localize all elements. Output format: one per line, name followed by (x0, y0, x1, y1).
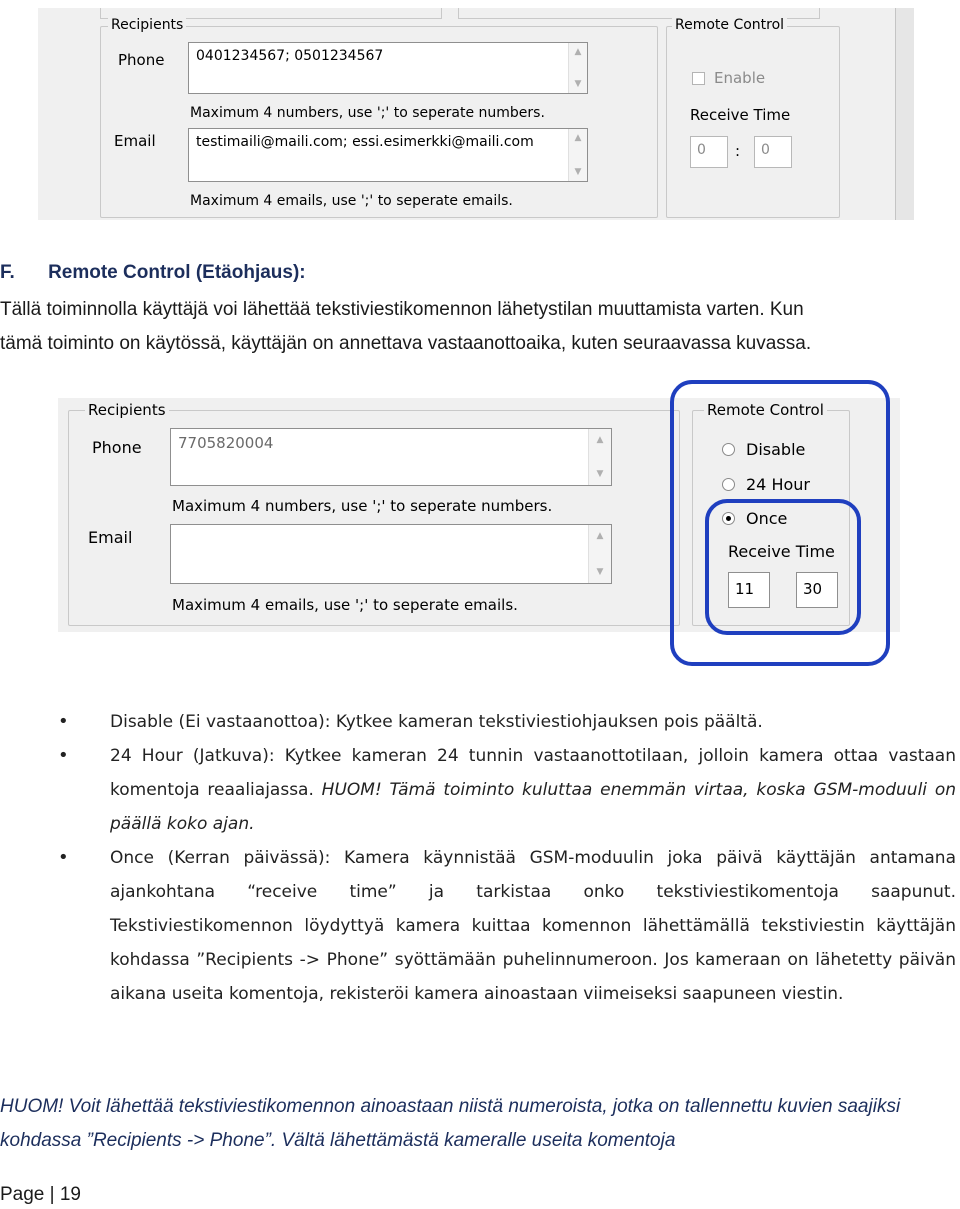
phone-label: Phone (118, 51, 165, 69)
phone-input[interactable] (170, 428, 612, 486)
email-scrollbar[interactable] (568, 129, 587, 181)
phone-label: Phone (92, 438, 142, 457)
enable-label: Enable (714, 69, 766, 87)
list-item (58, 841, 956, 1011)
minute-input[interactable]: 0 (754, 136, 792, 168)
screenshot-top (38, 8, 914, 220)
email-scrollbar[interactable] (588, 525, 611, 583)
phone-scrollbar[interactable] (588, 429, 611, 485)
email-label: Email (114, 132, 156, 150)
minute-input[interactable]: 30 (796, 572, 838, 608)
bullet-disable-text: Disable (Ei vastaanottoa): Kytkee kameran tekstiviestiohjauksen pois päältä. (110, 712, 763, 732)
phone-input[interactable] (188, 42, 588, 94)
receive-time-label: Receive Time (728, 542, 835, 561)
option-descriptions (58, 705, 956, 1011)
phone-value: 7705820004 (178, 434, 274, 452)
email-hint: Maximum 4 emails, use ';' to seperate emails. (190, 193, 513, 209)
radio-disable-label: Disable (746, 440, 806, 459)
hour-input[interactable]: 11 (728, 572, 770, 608)
time-separator: : (735, 142, 741, 160)
radio-once-label: Once (746, 509, 788, 528)
section-letter: F. (0, 262, 15, 283)
email-hint: Maximum 4 emails, use ';' to seperate emails. (172, 596, 518, 614)
remote-control-label: Remote Control (672, 17, 787, 33)
email-label: Email (88, 528, 133, 547)
scroll-down-icon[interactable]: ▼ (574, 167, 582, 177)
bullet-24hour-text: 24 Hour (Jatkuva): Kytkee kameran 24 tunnin vastaanottotilaan, jolloin kamera ottaa vastaan komentoja reaaliajassa. (110, 746, 956, 800)
recipients-label: Recipients (108, 17, 186, 33)
list-item (58, 705, 956, 739)
hour-input[interactable]: 0 (690, 136, 728, 168)
remote-control-label: Remote Control (704, 402, 827, 418)
section-heading (0, 262, 306, 284)
phone-hint: Maximum 4 numbers, use ';' to seperate numbers. (172, 497, 553, 515)
phone-scrollbar[interactable] (568, 43, 587, 93)
radio-24-hour-label: 24 Hour (746, 475, 810, 494)
email-input[interactable] (170, 524, 612, 584)
enable-checkbox[interactable] (692, 72, 705, 85)
page-number: Page | 19 (0, 1184, 82, 1205)
scroll-up-icon[interactable]: ▲ (596, 435, 604, 445)
scroll-down-icon[interactable]: ▼ (596, 567, 604, 577)
once-receive-time-highlight (705, 499, 861, 635)
bullet-once-text: Once (Kerran päivässä): Kamera käynnistää GSM-moduulin joka päivä käyttäjän antamana ajankohtana “receive time” ja tarkistaa onko tekstiviestikomentoja saapunut. Tekstiviestikomennon löydyttyä kamera kuittaa komennon lähettämällä tekstiviestin käyttäjän kohdassa ”Recipients -> Phone” syöttämään puhelinnumeroon. Jos kameraan on lähetetty päivän aikana useita komentoja, rekisteröi kamera ainoastaan viimeiseksi saapuneen viestin. (110, 848, 956, 1004)
scroll-up-icon[interactable]: ▲ (574, 47, 582, 57)
list-item (58, 739, 956, 841)
scroll-up-icon[interactable]: ▲ (574, 133, 582, 143)
receive-time-label: Receive Time (690, 106, 791, 124)
phone-value: 0401234567; 0501234567 (196, 48, 384, 64)
intro-line-2: tämä toiminto on käytössä, käyttäjän on annettava vastaanottoaika, kuten seuraavassa kuvassa. (0, 333, 812, 354)
email-value: testimaili@maili.com; essi.esimerkki@maili.com (196, 134, 534, 150)
intro-line-1: Tällä toiminnolla käyttäjä voi lähettää tekstiviestikomennon lähetystilan muuttamista varten. Kun (0, 299, 804, 320)
scroll-down-icon[interactable]: ▼ (574, 79, 582, 89)
scroll-up-icon[interactable]: ▲ (596, 531, 604, 541)
scroll-down-icon[interactable]: ▼ (596, 469, 604, 479)
phone-hint: Maximum 4 numbers, use ';' to seperate numbers. (190, 105, 545, 121)
recipients-label: Recipients (85, 402, 169, 418)
note-paragraph: HUOM! Voit lähettää tekstiviestikomennon ainoastaan niistä numeroista, jotka on tallennettu kuvien saajiksi kohdassa ”Recipients -> Phone”. Vältä lähettämästä kameralle useita komentoja (0, 1096, 901, 1151)
window-frame-right (895, 8, 914, 220)
bullet-24hour-note: HUOM! Tämä toiminto kuluttaa enemmän virtaa, koska GSM-moduuli on päällä koko ajan. (110, 780, 956, 834)
section-title: Remote Control (Etäohjaus): (48, 262, 306, 283)
email-input[interactable] (188, 128, 588, 182)
